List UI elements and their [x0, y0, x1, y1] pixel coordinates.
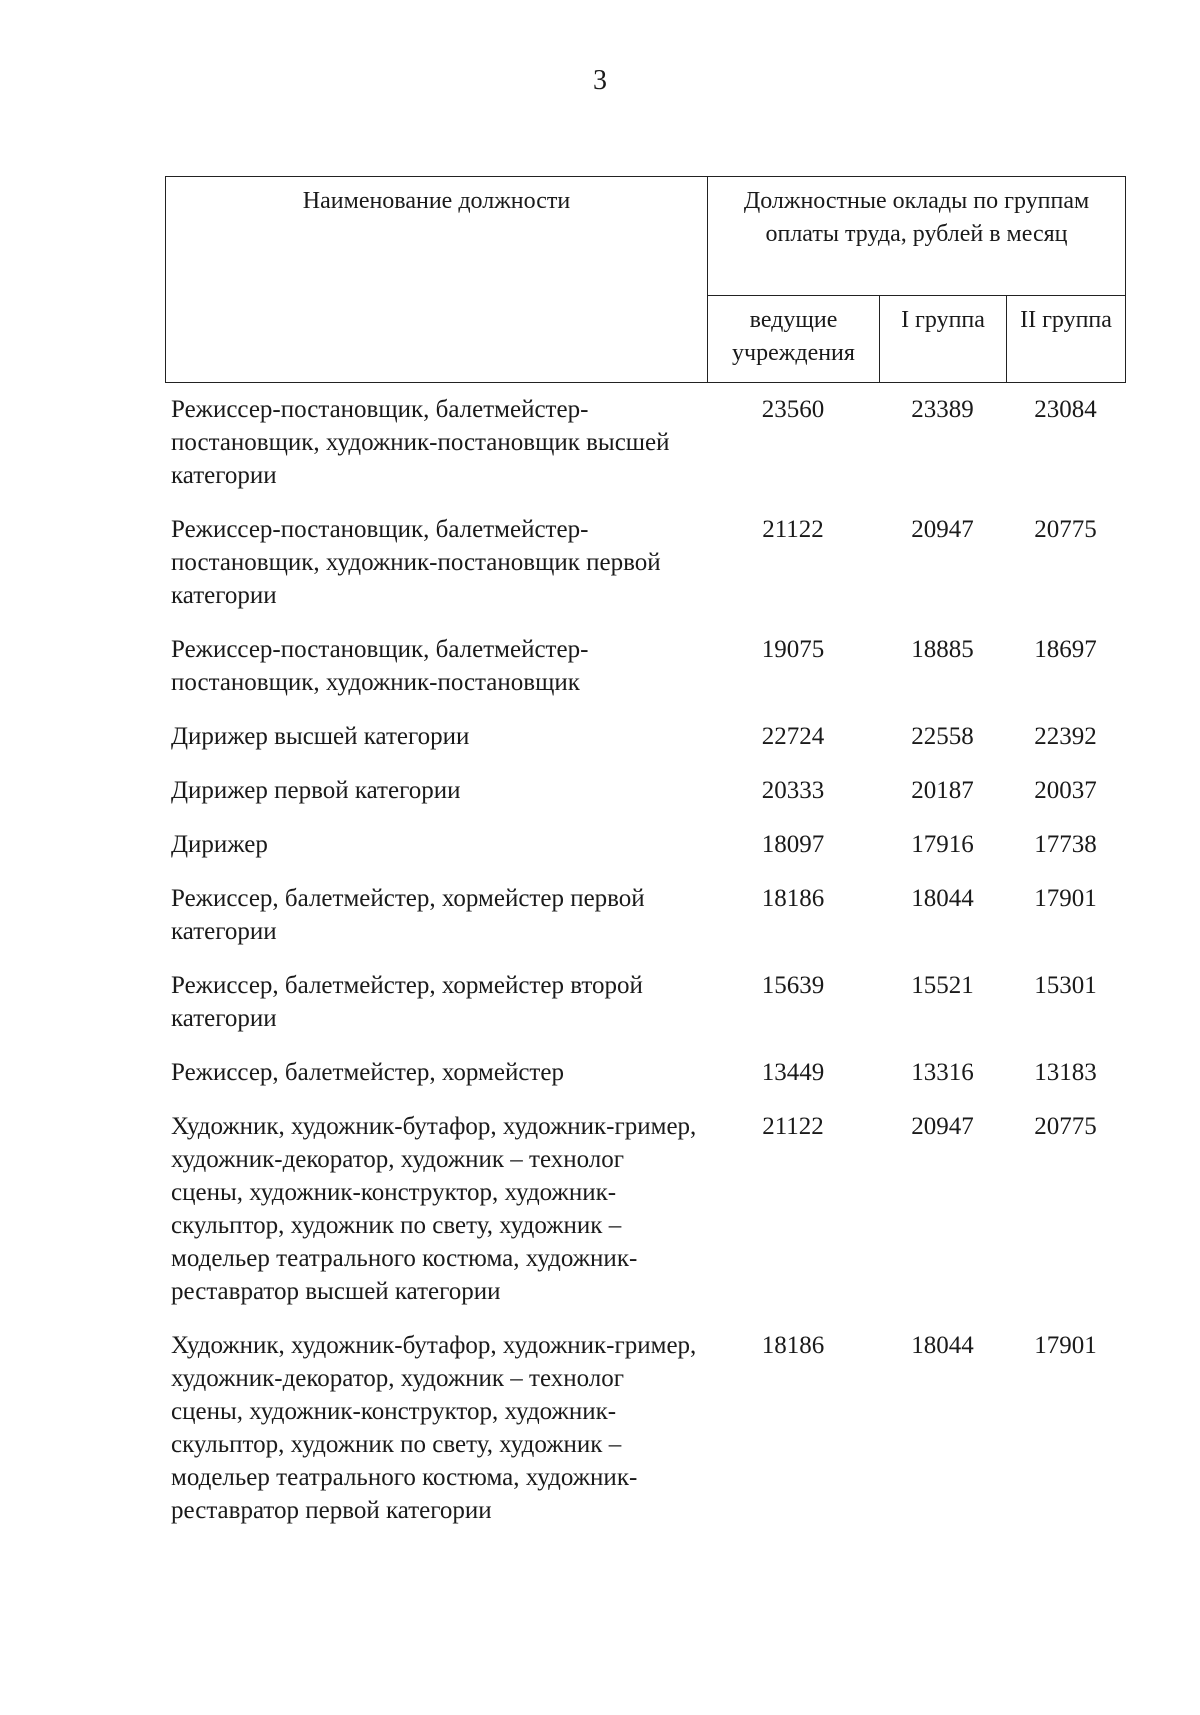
salary-group-1-cell: 15521 — [911, 972, 974, 999]
salary-group-1-cell: 18044 — [911, 885, 974, 912]
position-name-cell: Дирижер высшей категории — [171, 723, 470, 750]
salary-group-2-cell: 20037 — [1034, 777, 1097, 804]
salary-leading-cell: 15639 — [761, 972, 825, 999]
salary-group-1-cell: 18885 — [911, 636, 974, 663]
salary-group-2-cell: 18697 — [1034, 636, 1097, 663]
position-name-cell: Режиссер, балетмейстер, хормейстер — [171, 1059, 564, 1086]
salary-leading-cell: 18186 — [761, 1332, 825, 1359]
table-row — [165, 633, 1125, 720]
position-name-cell: Режиссер-постановщик, балетмейстер-постановщик, художник-постановщик первой категории — [171, 516, 661, 609]
position-name-cell: Режиссер-постановщик, балетмейстер-постановщик, художник-постановщик — [171, 636, 589, 696]
salary-leading-cell: 19075 — [761, 636, 825, 663]
salary-leading-cell: 13449 — [761, 1059, 825, 1086]
salary-group-1-cell: 20947 — [911, 1113, 974, 1140]
position-name-cell: Дирижер первой категории — [171, 777, 461, 804]
position-name-cell: Художник, художник-бутафор, художник-гример, художник-декоратор, художник – технолог сцены, художник-конструктор, художник-скульптор, художник по свету, художник – модельер театрального костюма, художник-реставратор первой категории — [171, 1332, 697, 1524]
table-row — [165, 1329, 1125, 1527]
position-name-cell: Режиссер-постановщик, балетмейстер-постановщик, художник-постановщик высшей категории — [171, 396, 670, 489]
salary-group-2-cell: 13183 — [1034, 1059, 1097, 1086]
page-number: 3 — [593, 65, 607, 96]
salary-group-1-cell: 20187 — [911, 777, 974, 804]
salary-group-2-cell: 15301 — [1034, 972, 1097, 999]
header-group-2: II группа — [1007, 296, 1126, 383]
salary-leading-cell: 20333 — [761, 777, 825, 804]
table-row — [165, 882, 1125, 969]
position-name-cell: Режиссер, балетмейстер, хормейстер второй категории — [171, 972, 643, 1032]
position-name-cell: Режиссер, балетмейстер, хормейстер первой категории — [171, 885, 645, 945]
header-position-name: Наименование должности — [166, 177, 708, 383]
table-row — [165, 969, 1125, 1056]
table-row — [165, 720, 1125, 774]
salary-leading-cell: 23560 — [761, 396, 825, 423]
header-group-1: I группа — [880, 296, 1007, 383]
table-row — [165, 828, 1125, 882]
table-row — [165, 393, 1125, 513]
salary-leading-cell: 21122 — [762, 516, 824, 543]
header-salary-group: Должностные оклады по группам оплаты труда, рублей в месяц — [708, 177, 1126, 296]
salary-group-2-cell: 17738 — [1034, 831, 1097, 858]
salary-leading-cell: 21122 — [762, 1113, 824, 1140]
table-body — [165, 393, 1125, 1527]
table-row — [165, 1056, 1125, 1110]
table-header — [165, 176, 1126, 383]
salary-group-1-cell: 18044 — [911, 1332, 974, 1359]
salary-group-1-cell: 20947 — [911, 516, 974, 543]
salary-group-2-cell: 22392 — [1034, 723, 1097, 750]
salary-group-2-cell: 20775 — [1034, 1113, 1097, 1140]
salary-leading-cell: 22724 — [761, 723, 825, 750]
salary-leading-cell: 18097 — [761, 831, 825, 858]
salary-group-2-cell: 23084 — [1034, 396, 1097, 423]
salary-table — [165, 176, 1125, 1527]
position-name-cell: Дирижер — [171, 831, 268, 858]
salary-group-1-cell: 22558 — [911, 723, 974, 750]
salary-group-1-cell: 23389 — [911, 396, 974, 423]
salary-leading-cell: 18186 — [761, 885, 825, 912]
header-leading-institutions: ведущие учреждения — [708, 296, 880, 383]
table-row — [165, 513, 1125, 633]
table-row — [165, 774, 1125, 828]
salary-group-2-cell: 17901 — [1034, 1332, 1097, 1359]
salary-group-1-cell: 17916 — [911, 831, 974, 858]
table-row — [165, 1110, 1125, 1329]
salary-group-2-cell: 20775 — [1034, 516, 1097, 543]
salary-group-1-cell: 13316 — [911, 1059, 974, 1086]
salary-group-2-cell: 17901 — [1034, 885, 1097, 912]
position-name-cell: Художник, художник-бутафор, художник-гример, художник-декоратор, художник – технолог сцены, художник-конструктор, художник-скульптор, художник по свету, художник – модельер театрального костюма, художник-реставратор высшей категории — [171, 1113, 697, 1305]
